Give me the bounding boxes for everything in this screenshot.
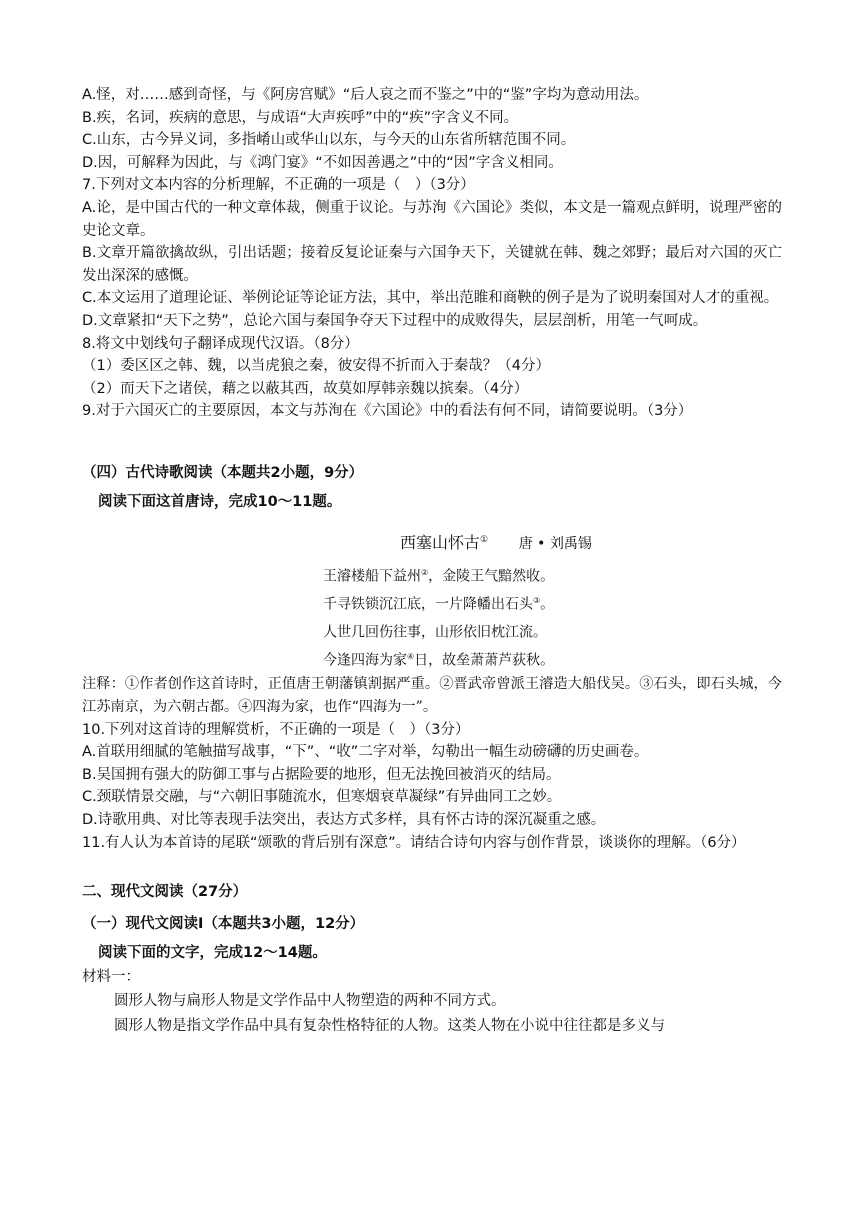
part-2-intro: 阅读下面的文字，完成12～14题。 [98, 945, 327, 962]
material-1-label: 材料一： [82, 969, 140, 986]
material-1-paragraph-2: 圆形人物是指文学作品中具有复杂性格特征的人物。这类人物在小说中往往都是多义与 [114, 1017, 665, 1034]
q10-option-b: B.吴国拥有强大的防御工事与占据险要的地形，但无法挽回被消灭的结局。 [82, 766, 561, 783]
q7-option-a: A.论，是中国古代的一种文章体裁，侧重于议论。与苏洵《六国论》类似，本文是一篇观点鲜明，说理严密的史论文章。 [82, 199, 782, 239]
exam-page [82, 84, 782, 1039]
poem-line: 千寻铁锁沉江底，一片降幡出石头③。 [323, 595, 555, 613]
question-9: 9.对于六国灭亡的主要原因，本文与苏洵在《六国论》中的看法有何不同，请简要说明。（3分） [82, 403, 693, 420]
poem-title: 西塞山怀古 [400, 532, 481, 552]
poem-title-footnote-mark: ① [480, 534, 489, 545]
poem-author: 唐 • 刘禹锡 [518, 535, 592, 552]
q6-option-d: D.因，可解释为因此，与《鸿门宴》“不如因善遇之”中的“因”字含义相同。 [82, 154, 563, 171]
material-1-paragraph-1: 圆形人物与扁形人物是文学作品中人物塑造的两种不同方式。 [114, 992, 506, 1009]
q7-option-d: D.文章紧扣“天下之势”，总论六国与秦国争夺天下过程中的成败得失，层层剖析，用笔一气呵成。 [82, 312, 708, 329]
q7-option-b: B.文章开篇欲擒故纵，引出话题；接着反复论证秦与六国争天下，关键就在韩、魏之郊野；最后对六国的灭亡发出深深的感慨。 [82, 245, 782, 284]
q8-stem: 8.将文中划线句子翻译成现代汉语。（8分） [82, 335, 359, 352]
poem-line: 王濬楼船下益州②，金陵王气黯然收。 [323, 567, 555, 585]
question-11: 11.有人认为本首诗的尾联“颂歌的背后别有深意”。请结合诗句内容与创作背景，谈谈你的理解。（6分） [82, 834, 746, 851]
poem-line: 人世几回伤往事，山形依旧枕江流。 [323, 624, 547, 641]
q10-stem: 10.下列对这首诗的理解赏析，不正确的一项是（ ）（3分） [82, 721, 470, 738]
question-8 [82, 333, 782, 401]
poem-notes: 注释：①作者创作这首诗时，正值唐王朝藩镇割据严重。②晋武帝曾派王濬造大船伐吴。③石头，即石头城，今江苏南京，为六朝古都。④四海为家，也作“四海为一”。 [82, 676, 782, 715]
section-4-intro: 阅读下面这首唐诗，完成10～11题。 [98, 493, 342, 510]
q7-stem: 7.下列对文本内容的分析理解，不正确的一项是（ ）（3分） [82, 177, 475, 194]
q6-option-a: A.怪，对……感到奇怪，与《阿房宫赋》“后人哀之而不鉴之”中的“鉴”字均为意动用法。 [82, 87, 649, 103]
q7-option-c: C.本文运用了道理论证、举例论证等论证方法，其中，举出范睢和商鞅的例子是为了说明秦国对人才的重视。 [82, 290, 779, 307]
q10-option-d: D.诗歌用典、对比等表现手法突出，表达方式多样，具有怀古诗的深沉凝重之感。 [82, 811, 606, 828]
part-2-modern-reading [82, 880, 782, 1039]
q8-sentence-1: （1）委区区之韩、魏，以当虎狼之秦，彼安得不折而入于秦哉？（4分） [82, 358, 550, 375]
part-2-sub-heading: （一）现代文阅读Ⅰ（本题共3小题，12分） [82, 916, 365, 933]
q10-option-a: A.首联用细腻的笔触描写战事，“下”、“收”二字对举，勾勒出一幅生动磅礴的历史画卷。 [82, 744, 649, 761]
q6-option-b: B.疾，名词，疾病的意思，与成语“大声疾呼”中的“疾”字含义不同。 [82, 109, 519, 126]
poem-body [82, 561, 782, 674]
question-7 [82, 174, 782, 332]
section-4-heading: （四）古代诗歌阅读（本题共2小题，9分） [82, 464, 364, 481]
part-2-heading: 二、现代文阅读（27分） [82, 884, 248, 901]
poem-title-row [82, 523, 782, 561]
q6-options [82, 84, 782, 174]
q8-sentence-2: （2）而天下之诸侯，藉之以蔽其西，故莫如厚韩亲魏以摈秦。（4分） [82, 380, 529, 397]
section-poetry [82, 461, 782, 854]
q10-option-c: C.颈联情景交融，与“六朝旧事随流水，但寒烟衰草凝绿”有异曲同工之妙。 [82, 789, 562, 806]
poem-line: 今逢四海为家④日，故垒萧萧芦荻秋。 [323, 652, 555, 669]
q6-option-c: C.山东，古今异义词，多指崤山或华山以东，与今天的山东省所辖范围不同。 [82, 132, 576, 149]
